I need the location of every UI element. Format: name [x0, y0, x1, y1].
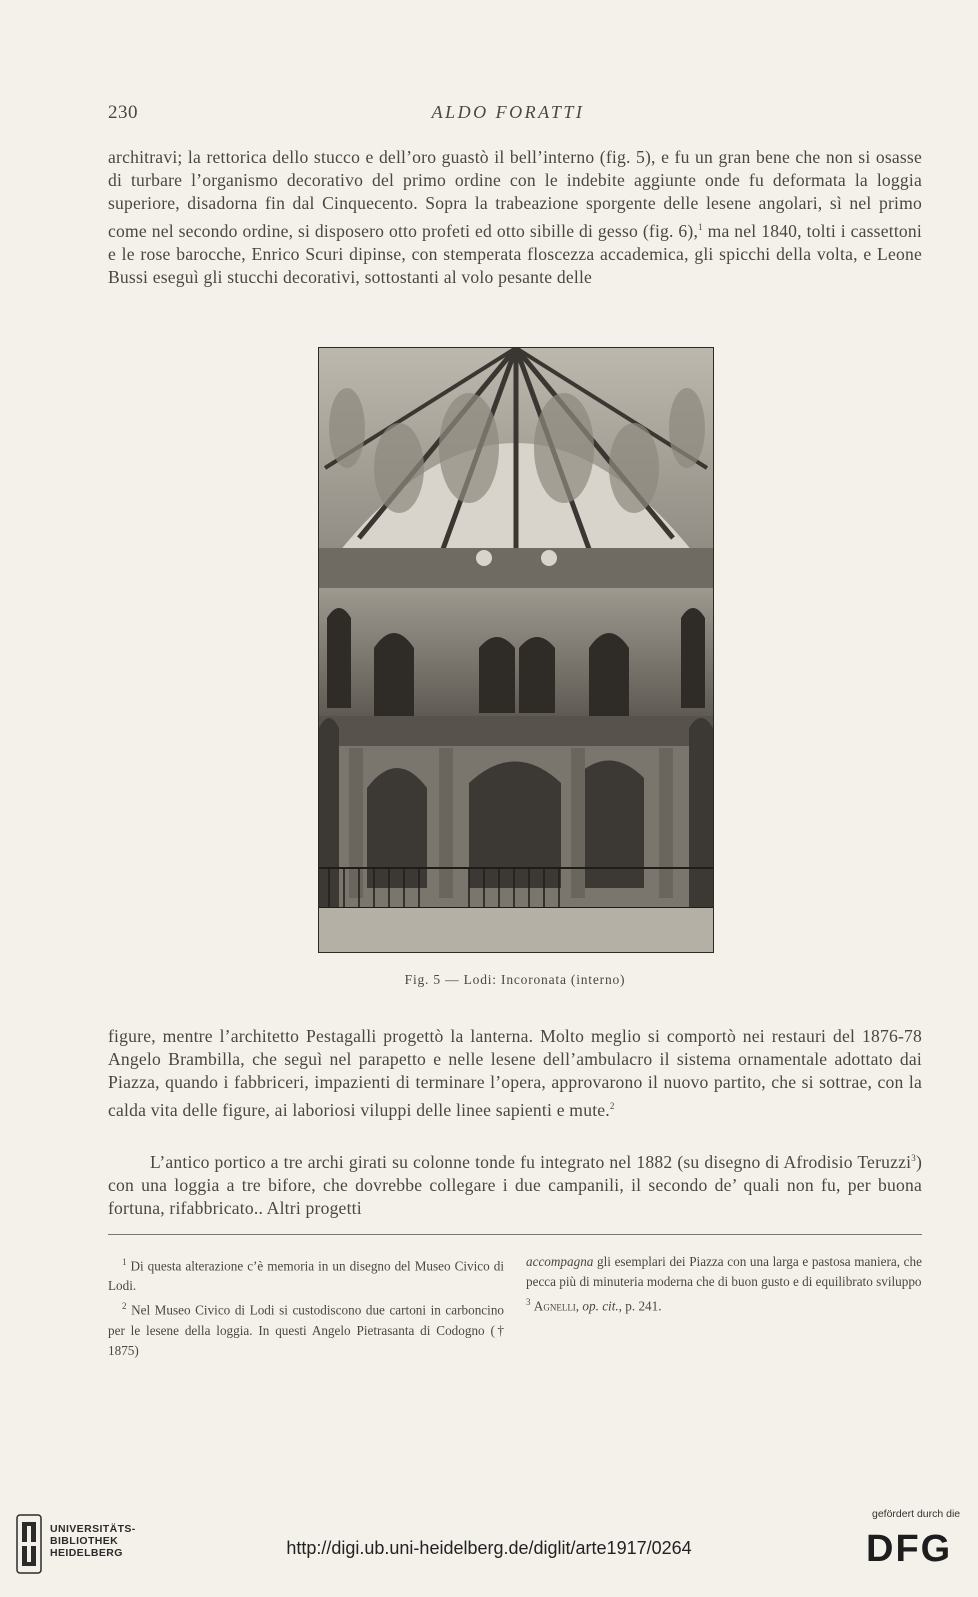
footnote-3-page: p. 241.	[621, 1298, 662, 1314]
footnotes-left-column	[108, 1252, 504, 1361]
running-title: ALDO FORATTI	[431, 102, 585, 122]
figure-incoronata-interior	[318, 347, 714, 953]
paragraph-3-text-end: ) con una loggia a tre bifore, che dovrebbe collegare i due campanili, il secondo de’ quali non fu, per buona fortuna, rifabbricato.. Altri progetti	[108, 1151, 922, 1219]
paragraph-1-text: architravi; la rettorica dello stucco e dell’oro guastò il bell’interno (fig. 5), e fu un gran bene che non si osasse di turbare l’organismo decorativo del primo ordine con le indebite aggiunte onde fu deformata la loggia superiore, disadorna fin dal Cinquecento. Sopra la trabeazione sporgente delle lesene angolari, sì nel primo come nel secondo ordine, si disposero otto profeti ed otto sibille di gesso (fig. 6),	[108, 147, 922, 241]
footnote-ref-3[interactable]: 3	[911, 1153, 916, 1163]
paragraph-2	[108, 1025, 922, 1122]
uni-line-3: HEIDELBERG	[50, 1547, 123, 1559]
footnote-3	[526, 1292, 922, 1316]
footnote-2	[108, 1296, 504, 1360]
footnote-ref-1[interactable]: 1	[698, 221, 703, 232]
engraving-illustration	[319, 348, 713, 952]
footnote-1-text: Di questa alterazione c’è memoria in un disegno del Museo Civico di Lodi.	[108, 1258, 504, 1294]
footnote-3-author: Agnelli,	[533, 1298, 580, 1314]
paragraph-2-text: figure, mentre l’architetto Pestagalli progettò la lanterna. Molto meglio si comportò nei restauri del 1876-78 Angelo Brambilla, che seguì nel parapetto e nelle lesene dell’ambulacro il sistema ornamentale adottato dai Piazza, quando i fabbriceri, impazienti di terminare l’opera, approvarono il nuovo partito, che si sottrae, con la calda vita delle figure, ai laboriosi viluppi delle linee sapienti e mute.	[108, 1026, 922, 1120]
footnotes-right-column	[526, 1252, 922, 1316]
footnote-2-mark: 2	[122, 1301, 127, 1312]
footnote-2-italic: accompagna	[526, 1254, 594, 1269]
figure-caption: Fig. 5 — Lodi: Incoronata (interno)	[404, 972, 626, 987]
dfg-logo: DFG	[866, 1528, 953, 1570]
footnote-2-text: Nel Museo Civico di Lodi si custodiscono due cartoni in carboncino per le lesene della loggia. In questi Angelo Pietrasanta di Codogno († 1875)	[108, 1302, 505, 1358]
page-number: 230	[108, 102, 138, 123]
uni-line-1: UNIVERSITÄTS-	[50, 1523, 136, 1535]
paragraph-3	[108, 1147, 922, 1220]
paragraph-1	[108, 146, 922, 289]
footnote-divider	[108, 1234, 922, 1235]
footnote-1-mark: 1	[122, 1257, 127, 1267]
footnote-ref-2[interactable]: 2	[609, 1100, 615, 1111]
footnote-2-continuation-text: gli esemplari dei Piazza con una larga e pastosa maniera, che pecca più di minuteria moderna che di buon gusto e di equilibrato sviluppo	[526, 1254, 922, 1289]
footnote-2-continuation	[526, 1252, 922, 1292]
paragraph-3-text: L’antico portico a tre archi girati su colonne tonde fu integrato nel 1882 (su disegno di Afrodisio Teruzzi	[150, 1151, 912, 1172]
footnote-1	[108, 1252, 504, 1296]
footnote-3-mark: 3	[526, 1297, 531, 1307]
footnote-3-italic: op. cit.,	[582, 1298, 622, 1314]
funding-text: gefördert durch die	[872, 1508, 961, 1520]
running-head	[108, 102, 908, 126]
digital-object-url[interactable]: http://digi.ub.uni-heidelberg.de/diglit/arte1917/0264	[286, 1538, 692, 1558]
uni-line-2: BIBLIOTHEK	[50, 1535, 119, 1547]
paragraph-1-text-end: ma nel 1840, tolti i cassettoni e le rose barocche, Enrico Scuri dipinse, con stemperata floscezza accademica, gli spicchi della volta, e Leone Bussi eseguì gli stucchi decorativi, sottostanti al volo pesante delle	[108, 220, 923, 287]
